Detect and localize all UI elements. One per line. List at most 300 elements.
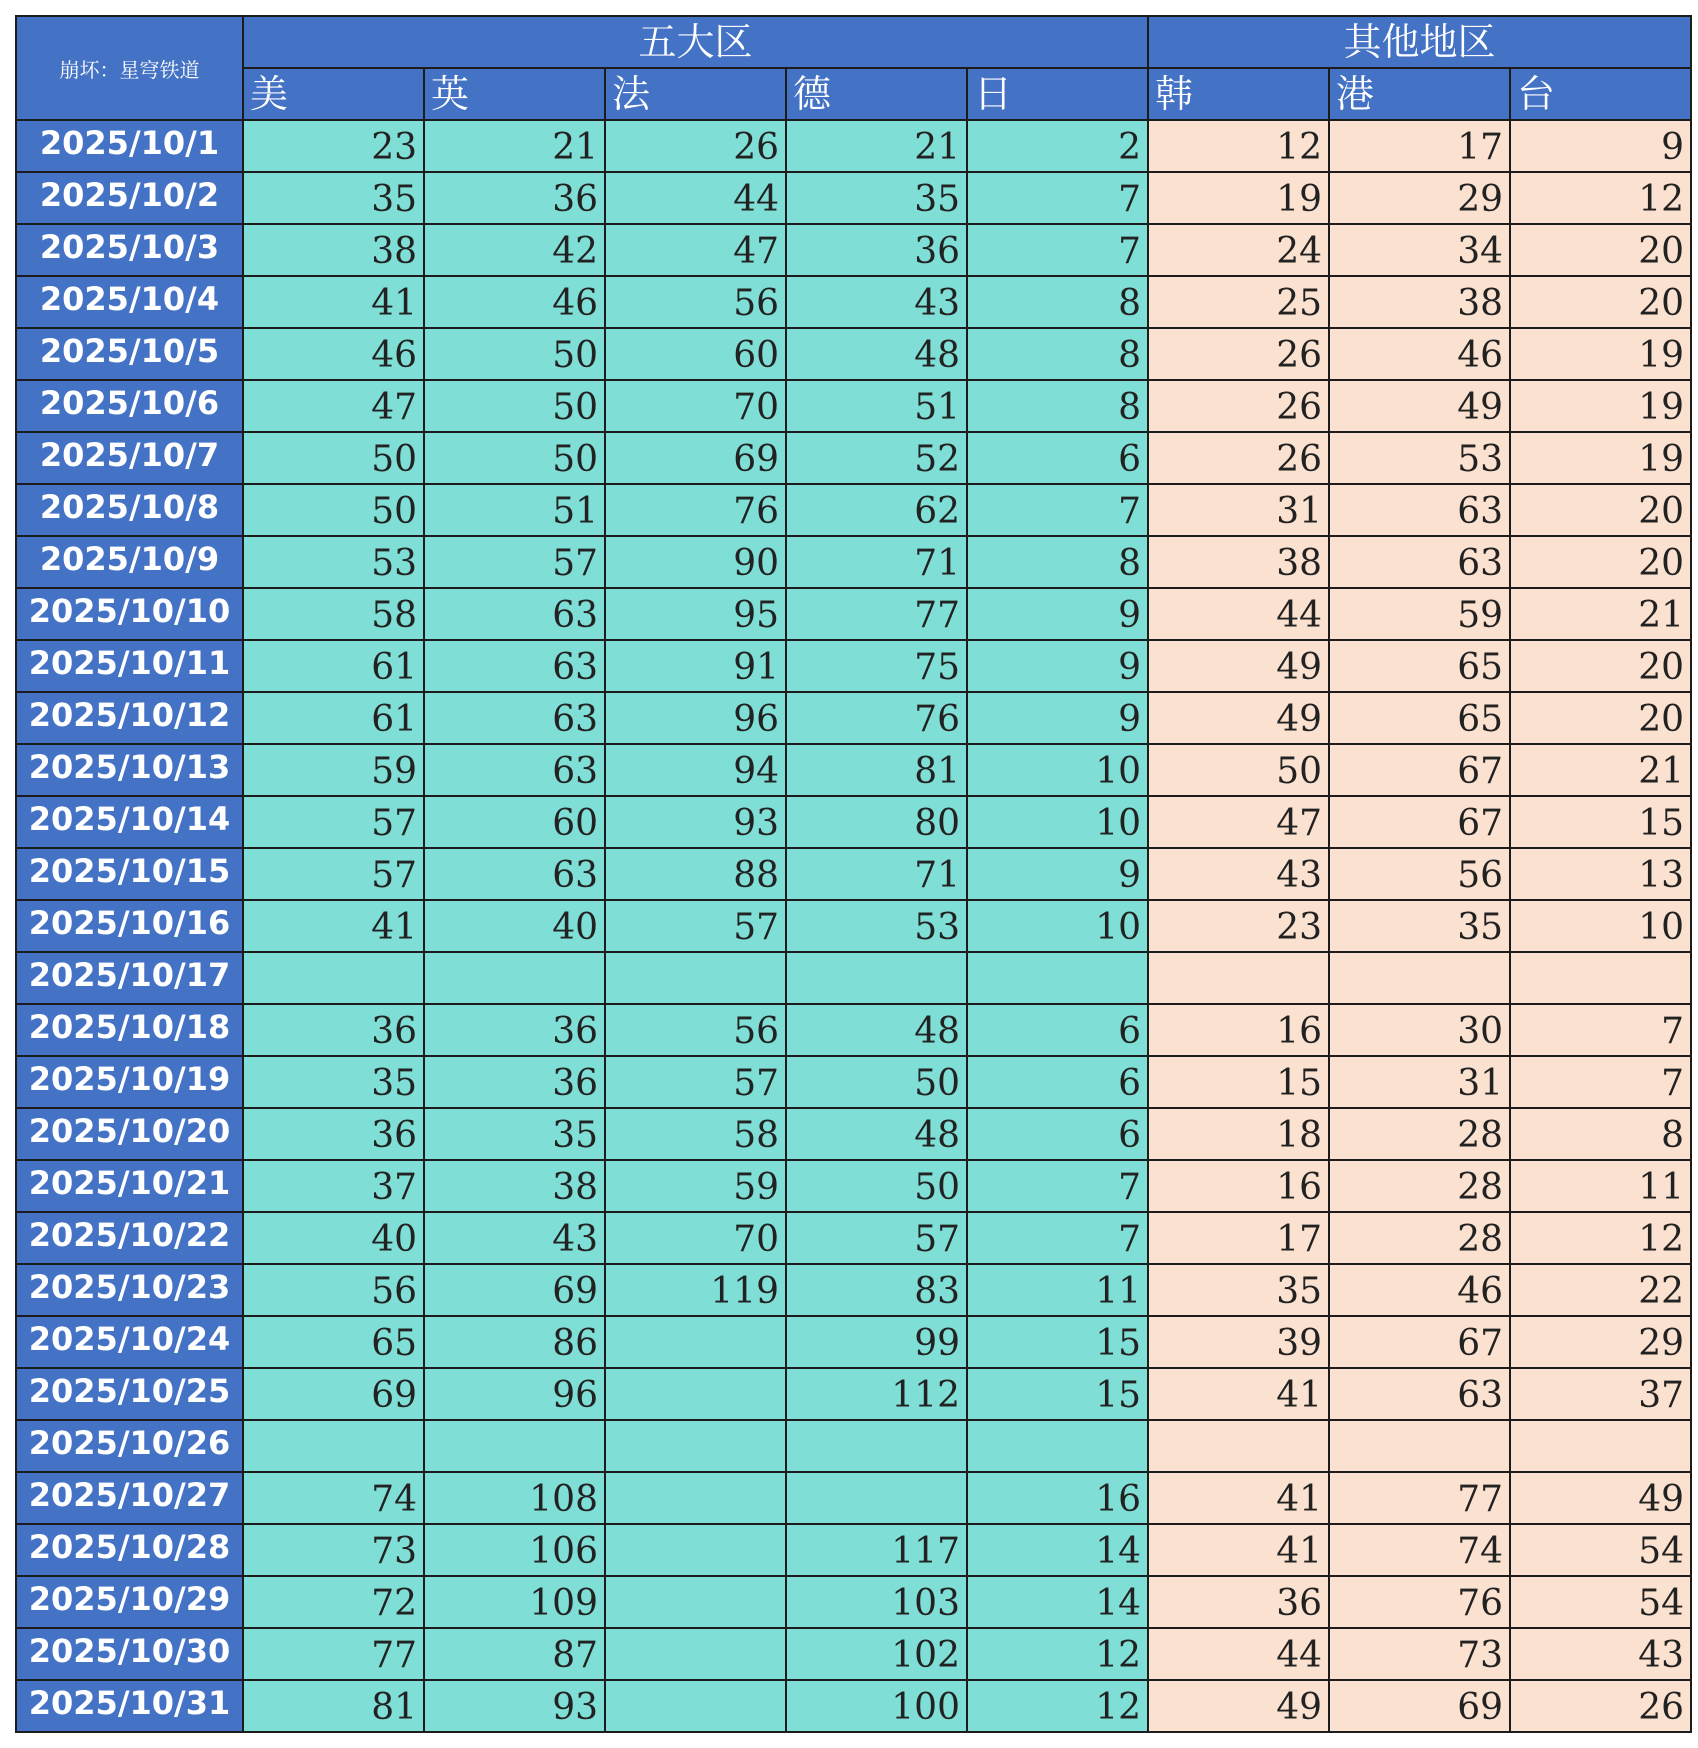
value-cell-hk[interactable]: 76: [1329, 1576, 1510, 1628]
table-row: [16, 796, 1691, 848]
date-cell[interactable]: 2025/10/6: [16, 380, 243, 432]
value-cell-kr[interactable]: 25: [1148, 276, 1329, 328]
value-cell-fr[interactable]: 119: [605, 1264, 786, 1316]
value-cell-de[interactable]: 50: [786, 1056, 967, 1108]
value-cell-uk[interactable]: 87: [424, 1628, 605, 1680]
value-cell-jp[interactable]: 14: [967, 1524, 1148, 1576]
value-cell-de[interactable]: 52: [786, 432, 967, 484]
value-cell-fr[interactable]: 56: [605, 276, 786, 328]
value-cell-kr[interactable]: 38: [1148, 536, 1329, 588]
table-row: [16, 1368, 1691, 1420]
value-cell-hk[interactable]: 63: [1329, 1368, 1510, 1420]
region-header-jp[interactable]: 日: [967, 68, 1148, 120]
value-cell-hk[interactable]: 56: [1329, 848, 1510, 900]
value-cell-tw[interactable]: [1510, 1420, 1691, 1472]
value-cell-hk[interactable]: 28: [1329, 1160, 1510, 1212]
value-cell-us[interactable]: 56: [243, 1264, 424, 1316]
value-cell-uk[interactable]: 51: [424, 484, 605, 536]
value-cell-jp[interactable]: 6: [967, 1004, 1148, 1056]
value-cell-jp[interactable]: 16: [967, 1472, 1148, 1524]
value-cell-us[interactable]: 57: [243, 796, 424, 848]
region-header-us[interactable]: 美: [243, 68, 424, 120]
value-cell-tw[interactable]: 10: [1510, 900, 1691, 952]
value-cell-jp[interactable]: 15: [967, 1316, 1148, 1368]
value-cell-kr[interactable]: 44: [1148, 1628, 1329, 1680]
value-cell-uk[interactable]: 86: [424, 1316, 605, 1368]
value-cell-jp[interactable]: 14: [967, 1576, 1148, 1628]
value-cell-jp[interactable]: 6: [967, 432, 1148, 484]
date-cell[interactable]: 2025/10/9: [16, 536, 243, 588]
value-cell-de[interactable]: 36: [786, 224, 967, 276]
value-cell-kr[interactable]: 12: [1148, 120, 1329, 172]
value-cell-tw[interactable]: 20: [1510, 536, 1691, 588]
value-cell-jp[interactable]: 12: [967, 1628, 1148, 1680]
value-cell-de[interactable]: 50: [786, 1160, 967, 1212]
value-cell-uk[interactable]: 40: [424, 900, 605, 952]
value-cell-de[interactable]: 80: [786, 796, 967, 848]
value-cell-kr[interactable]: 26: [1148, 380, 1329, 432]
value-cell-jp[interactable]: 9: [967, 640, 1148, 692]
value-cell-fr[interactable]: [605, 1628, 786, 1680]
value-cell-fr[interactable]: [605, 1316, 786, 1368]
value-cell-kr[interactable]: 26: [1148, 432, 1329, 484]
value-cell-uk[interactable]: 109: [424, 1576, 605, 1628]
date-cell[interactable]: 2025/10/10: [16, 588, 243, 640]
date-cell[interactable]: 2025/10/21: [16, 1160, 243, 1212]
value-cell-jp[interactable]: 7: [967, 1160, 1148, 1212]
date-cell[interactable]: 2025/10/23: [16, 1264, 243, 1316]
value-cell-de[interactable]: 99: [786, 1316, 967, 1368]
value-cell-tw[interactable]: 43: [1510, 1628, 1691, 1680]
value-cell-us[interactable]: [243, 1420, 424, 1472]
value-cell-kr[interactable]: 18: [1148, 1108, 1329, 1160]
date-cell[interactable]: 2025/10/26: [16, 1420, 243, 1472]
value-cell-uk[interactable]: 63: [424, 692, 605, 744]
value-cell-us[interactable]: 40: [243, 1212, 424, 1264]
value-cell-jp[interactable]: 10: [967, 744, 1148, 796]
value-cell-hk[interactable]: 28: [1329, 1108, 1510, 1160]
region-header-fr[interactable]: 法: [605, 68, 786, 120]
value-cell-hk[interactable]: 35: [1329, 900, 1510, 952]
value-cell-us[interactable]: 69: [243, 1368, 424, 1420]
value-cell-uk[interactable]: 93: [424, 1680, 605, 1732]
date-cell[interactable]: 2025/10/8: [16, 484, 243, 536]
value-cell-us[interactable]: 61: [243, 692, 424, 744]
value-cell-us[interactable]: 77: [243, 1628, 424, 1680]
value-cell-hk[interactable]: [1329, 952, 1510, 1004]
value-cell-jp[interactable]: 8: [967, 380, 1148, 432]
value-cell-tw[interactable]: 54: [1510, 1524, 1691, 1576]
value-cell-kr[interactable]: 47: [1148, 796, 1329, 848]
value-cell-hk[interactable]: 63: [1329, 536, 1510, 588]
value-cell-uk[interactable]: 50: [424, 328, 605, 380]
value-cell-de[interactable]: [786, 1420, 967, 1472]
value-cell-hk[interactable]: 17: [1329, 120, 1510, 172]
value-cell-de[interactable]: 71: [786, 536, 967, 588]
value-cell-us[interactable]: 36: [243, 1004, 424, 1056]
date-cell[interactable]: 2025/10/1: [16, 120, 243, 172]
value-cell-fr[interactable]: 91: [605, 640, 786, 692]
value-cell-uk[interactable]: [424, 952, 605, 1004]
value-cell-uk[interactable]: [424, 1420, 605, 1472]
value-cell-tw[interactable]: 29: [1510, 1316, 1691, 1368]
value-cell-de[interactable]: 103: [786, 1576, 967, 1628]
value-cell-hk[interactable]: [1329, 1420, 1510, 1472]
value-cell-fr[interactable]: [605, 1420, 786, 1472]
date-cell[interactable]: 2025/10/30: [16, 1628, 243, 1680]
value-cell-tw[interactable]: 21: [1510, 744, 1691, 796]
value-cell-fr[interactable]: 70: [605, 380, 786, 432]
value-cell-jp[interactable]: 2: [967, 120, 1148, 172]
value-cell-de[interactable]: 48: [786, 1004, 967, 1056]
group-header-five-regions[interactable]: 五大区: [243, 16, 1148, 68]
value-cell-uk[interactable]: 50: [424, 380, 605, 432]
value-cell-de[interactable]: 71: [786, 848, 967, 900]
value-cell-jp[interactable]: 7: [967, 224, 1148, 276]
value-cell-tw[interactable]: 19: [1510, 328, 1691, 380]
value-cell-jp[interactable]: [967, 1420, 1148, 1472]
value-cell-tw[interactable]: 13: [1510, 848, 1691, 900]
value-cell-fr[interactable]: 90: [605, 536, 786, 588]
value-cell-us[interactable]: 59: [243, 744, 424, 796]
value-cell-hk[interactable]: 73: [1329, 1628, 1510, 1680]
value-cell-jp[interactable]: 8: [967, 276, 1148, 328]
value-cell-tw[interactable]: 20: [1510, 692, 1691, 744]
value-cell-kr[interactable]: 19: [1148, 172, 1329, 224]
value-cell-us[interactable]: 36: [243, 1108, 424, 1160]
value-cell-tw[interactable]: 11: [1510, 1160, 1691, 1212]
value-cell-hk[interactable]: 63: [1329, 484, 1510, 536]
date-cell[interactable]: 2025/10/22: [16, 1212, 243, 1264]
value-cell-hk[interactable]: 31: [1329, 1056, 1510, 1108]
value-cell-uk[interactable]: 63: [424, 744, 605, 796]
value-cell-fr[interactable]: [605, 1368, 786, 1420]
table-title[interactable]: 崩坏：星穹铁道: [16, 16, 243, 120]
value-cell-fr[interactable]: 58: [605, 1108, 786, 1160]
value-cell-us[interactable]: 53: [243, 536, 424, 588]
value-cell-kr[interactable]: 41: [1148, 1524, 1329, 1576]
value-cell-kr[interactable]: 16: [1148, 1160, 1329, 1212]
value-cell-us[interactable]: 23: [243, 120, 424, 172]
value-cell-tw[interactable]: 20: [1510, 224, 1691, 276]
value-cell-jp[interactable]: 15: [967, 1368, 1148, 1420]
region-header-uk[interactable]: 英: [424, 68, 605, 120]
value-cell-fr[interactable]: 94: [605, 744, 786, 796]
value-cell-fr[interactable]: 59: [605, 1160, 786, 1212]
value-cell-fr[interactable]: [605, 1472, 786, 1524]
date-cell[interactable]: 2025/10/15: [16, 848, 243, 900]
value-cell-kr[interactable]: 31: [1148, 484, 1329, 536]
value-cell-jp[interactable]: 9: [967, 692, 1148, 744]
date-cell[interactable]: 2025/10/5: [16, 328, 243, 380]
value-cell-hk[interactable]: 46: [1329, 328, 1510, 380]
value-cell-uk[interactable]: 46: [424, 276, 605, 328]
value-cell-jp[interactable]: 6: [967, 1108, 1148, 1160]
value-cell-uk[interactable]: 108: [424, 1472, 605, 1524]
value-cell-kr[interactable]: 17: [1148, 1212, 1329, 1264]
value-cell-de[interactable]: 21: [786, 120, 967, 172]
value-cell-de[interactable]: 43: [786, 276, 967, 328]
value-cell-fr[interactable]: 69: [605, 432, 786, 484]
value-cell-uk[interactable]: 35: [424, 1108, 605, 1160]
value-cell-us[interactable]: 74: [243, 1472, 424, 1524]
value-cell-jp[interactable]: 8: [967, 536, 1148, 588]
value-cell-tw[interactable]: 21: [1510, 588, 1691, 640]
value-cell-kr[interactable]: 35: [1148, 1264, 1329, 1316]
value-cell-fr[interactable]: [605, 1680, 786, 1732]
value-cell-de[interactable]: 48: [786, 1108, 967, 1160]
value-cell-uk[interactable]: 21: [424, 120, 605, 172]
value-cell-us[interactable]: [243, 952, 424, 1004]
value-cell-fr[interactable]: [605, 1576, 786, 1628]
value-cell-tw[interactable]: 19: [1510, 380, 1691, 432]
value-cell-jp[interactable]: 7: [967, 484, 1148, 536]
value-cell-hk[interactable]: 59: [1329, 588, 1510, 640]
value-cell-de[interactable]: 51: [786, 380, 967, 432]
value-cell-de[interactable]: [786, 1472, 967, 1524]
date-cell[interactable]: 2025/10/20: [16, 1108, 243, 1160]
value-cell-kr[interactable]: 26: [1148, 328, 1329, 380]
date-cell[interactable]: 2025/10/3: [16, 224, 243, 276]
table-row: [16, 328, 1691, 380]
value-cell-tw[interactable]: 15: [1510, 796, 1691, 848]
value-cell-hk[interactable]: 38: [1329, 276, 1510, 328]
value-cell-uk[interactable]: 38: [424, 1160, 605, 1212]
date-cell[interactable]: 2025/10/27: [16, 1472, 243, 1524]
value-cell-us[interactable]: 72: [243, 1576, 424, 1628]
value-cell-uk[interactable]: 43: [424, 1212, 605, 1264]
value-cell-us[interactable]: 41: [243, 276, 424, 328]
value-cell-jp[interactable]: 7: [967, 172, 1148, 224]
value-cell-us[interactable]: 73: [243, 1524, 424, 1576]
value-cell-tw[interactable]: 20: [1510, 276, 1691, 328]
date-cell[interactable]: 2025/10/7: [16, 432, 243, 484]
value-cell-hk[interactable]: 65: [1329, 640, 1510, 692]
value-cell-de[interactable]: [786, 952, 967, 1004]
value-cell-tw[interactable]: 37: [1510, 1368, 1691, 1420]
value-cell-us[interactable]: 50: [243, 484, 424, 536]
value-cell-kr[interactable]: 39: [1148, 1316, 1329, 1368]
value-cell-uk[interactable]: 63: [424, 848, 605, 900]
value-cell-hk[interactable]: 77: [1329, 1472, 1510, 1524]
value-cell-uk[interactable]: 57: [424, 536, 605, 588]
value-cell-uk[interactable]: 106: [424, 1524, 605, 1576]
value-cell-kr[interactable]: 50: [1148, 744, 1329, 796]
value-cell-hk[interactable]: 49: [1329, 380, 1510, 432]
value-cell-hk[interactable]: 30: [1329, 1004, 1510, 1056]
value-cell-kr[interactable]: 41: [1148, 1368, 1329, 1420]
date-cell[interactable]: 2025/10/17: [16, 952, 243, 1004]
value-cell-uk[interactable]: 69: [424, 1264, 605, 1316]
value-cell-tw[interactable]: 26: [1510, 1680, 1691, 1732]
value-cell-tw[interactable]: 20: [1510, 640, 1691, 692]
date-cell[interactable]: 2025/10/31: [16, 1680, 243, 1732]
value-cell-us[interactable]: 81: [243, 1680, 424, 1732]
value-cell-de[interactable]: 62: [786, 484, 967, 536]
value-cell-uk[interactable]: 96: [424, 1368, 605, 1420]
value-cell-hk[interactable]: 65: [1329, 692, 1510, 744]
value-cell-de[interactable]: 77: [786, 588, 967, 640]
table-row: [16, 1524, 1691, 1576]
value-cell-uk[interactable]: 63: [424, 588, 605, 640]
value-cell-kr[interactable]: 24: [1148, 224, 1329, 276]
date-cell[interactable]: 2025/10/4: [16, 276, 243, 328]
value-cell-us[interactable]: 35: [243, 172, 424, 224]
date-cell[interactable]: 2025/10/13: [16, 744, 243, 796]
value-cell-kr[interactable]: 43: [1148, 848, 1329, 900]
value-cell-de[interactable]: 57: [786, 1212, 967, 1264]
value-cell-us[interactable]: 41: [243, 900, 424, 952]
value-cell-jp[interactable]: 10: [967, 900, 1148, 952]
value-cell-uk[interactable]: 36: [424, 1004, 605, 1056]
value-cell-de[interactable]: 83: [786, 1264, 967, 1316]
value-cell-fr[interactable]: 57: [605, 1056, 786, 1108]
date-cell[interactable]: 2025/10/25: [16, 1368, 243, 1420]
value-cell-fr[interactable]: 95: [605, 588, 786, 640]
table-row: [16, 1472, 1691, 1524]
value-cell-de[interactable]: 76: [786, 692, 967, 744]
date-cell[interactable]: 2025/10/2: [16, 172, 243, 224]
region-header-tw[interactable]: 台: [1510, 68, 1691, 120]
value-cell-jp[interactable]: 7: [967, 1212, 1148, 1264]
value-cell-kr[interactable]: 41: [1148, 1472, 1329, 1524]
value-cell-fr[interactable]: 88: [605, 848, 786, 900]
value-cell-tw[interactable]: 49: [1510, 1472, 1691, 1524]
date-cell[interactable]: 2025/10/12: [16, 692, 243, 744]
value-cell-kr[interactable]: [1148, 1420, 1329, 1472]
table-row: [16, 172, 1691, 224]
date-cell[interactable]: 2025/10/14: [16, 796, 243, 848]
value-cell-jp[interactable]: 11: [967, 1264, 1148, 1316]
value-cell-hk[interactable]: 67: [1329, 1316, 1510, 1368]
value-cell-hk[interactable]: 34: [1329, 224, 1510, 276]
value-cell-us[interactable]: 65: [243, 1316, 424, 1368]
table-row: [16, 536, 1691, 588]
value-cell-uk[interactable]: 42: [424, 224, 605, 276]
region-header-de[interactable]: 德: [786, 68, 967, 120]
value-cell-tw[interactable]: 12: [1510, 172, 1691, 224]
value-cell-jp[interactable]: 9: [967, 848, 1148, 900]
value-cell-fr[interactable]: 26: [605, 120, 786, 172]
value-cell-hk[interactable]: 53: [1329, 432, 1510, 484]
value-cell-fr[interactable]: [605, 952, 786, 1004]
value-cell-hk[interactable]: 28: [1329, 1212, 1510, 1264]
value-cell-jp[interactable]: 6: [967, 1056, 1148, 1108]
date-cell[interactable]: 2025/10/18: [16, 1004, 243, 1056]
value-cell-us[interactable]: 58: [243, 588, 424, 640]
value-cell-tw[interactable]: 7: [1510, 1004, 1691, 1056]
value-cell-jp[interactable]: 12: [967, 1680, 1148, 1732]
value-cell-tw[interactable]: 7: [1510, 1056, 1691, 1108]
value-cell-kr[interactable]: 16: [1148, 1004, 1329, 1056]
date-cell[interactable]: 2025/10/16: [16, 900, 243, 952]
value-cell-kr[interactable]: 15: [1148, 1056, 1329, 1108]
value-cell-jp[interactable]: 8: [967, 328, 1148, 380]
value-cell-tw[interactable]: 9: [1510, 120, 1691, 172]
value-cell-fr[interactable]: [605, 1524, 786, 1576]
value-cell-us[interactable]: 61: [243, 640, 424, 692]
region-header-hk[interactable]: 港: [1329, 68, 1510, 120]
value-cell-uk[interactable]: 50: [424, 432, 605, 484]
value-cell-tw[interactable]: 22: [1510, 1264, 1691, 1316]
group-header-other-regions[interactable]: 其他地区: [1148, 16, 1691, 68]
table-row: [16, 1420, 1691, 1472]
value-cell-us[interactable]: 50: [243, 432, 424, 484]
value-cell-uk[interactable]: 36: [424, 1056, 605, 1108]
value-cell-tw[interactable]: 8: [1510, 1108, 1691, 1160]
value-cell-de[interactable]: 112: [786, 1368, 967, 1420]
value-cell-kr[interactable]: 49: [1148, 1680, 1329, 1732]
value-cell-kr[interactable]: 49: [1148, 640, 1329, 692]
value-cell-tw[interactable]: 20: [1510, 484, 1691, 536]
value-cell-de[interactable]: 81: [786, 744, 967, 796]
value-cell-tw[interactable]: 12: [1510, 1212, 1691, 1264]
value-cell-de[interactable]: 102: [786, 1628, 967, 1680]
date-cell[interactable]: 2025/10/11: [16, 640, 243, 692]
value-cell-us[interactable]: 47: [243, 380, 424, 432]
value-cell-hk[interactable]: 67: [1329, 796, 1510, 848]
value-cell-tw[interactable]: [1510, 952, 1691, 1004]
value-cell-de[interactable]: 100: [786, 1680, 967, 1732]
date-cell[interactable]: 2025/10/24: [16, 1316, 243, 1368]
value-cell-de[interactable]: 75: [786, 640, 967, 692]
value-cell-kr[interactable]: 44: [1148, 588, 1329, 640]
region-header-kr[interactable]: 韩: [1148, 68, 1329, 120]
value-cell-hk[interactable]: 69: [1329, 1680, 1510, 1732]
value-cell-fr[interactable]: 96: [605, 692, 786, 744]
value-cell-fr[interactable]: 70: [605, 1212, 786, 1264]
value-cell-fr[interactable]: 44: [605, 172, 786, 224]
date-cell[interactable]: 2025/10/29: [16, 1576, 243, 1628]
value-cell-fr[interactable]: 60: [605, 328, 786, 380]
value-cell-hk[interactable]: 46: [1329, 1264, 1510, 1316]
value-cell-fr[interactable]: 56: [605, 1004, 786, 1056]
value-cell-kr[interactable]: 36: [1148, 1576, 1329, 1628]
value-cell-de[interactable]: 35: [786, 172, 967, 224]
value-cell-kr[interactable]: [1148, 952, 1329, 1004]
value-cell-fr[interactable]: 57: [605, 900, 786, 952]
value-cell-jp[interactable]: 10: [967, 796, 1148, 848]
value-cell-uk[interactable]: 36: [424, 172, 605, 224]
value-cell-jp[interactable]: [967, 952, 1148, 1004]
value-cell-uk[interactable]: 60: [424, 796, 605, 848]
value-cell-hk[interactable]: 74: [1329, 1524, 1510, 1576]
value-cell-hk[interactable]: 29: [1329, 172, 1510, 224]
value-cell-us[interactable]: 38: [243, 224, 424, 276]
value-cell-jp[interactable]: 9: [967, 588, 1148, 640]
table-row: [16, 952, 1691, 1004]
value-cell-fr[interactable]: 93: [605, 796, 786, 848]
value-cell-us[interactable]: 37: [243, 1160, 424, 1212]
value-cell-de[interactable]: 48: [786, 328, 967, 380]
value-cell-kr[interactable]: 49: [1148, 692, 1329, 744]
value-cell-de[interactable]: 53: [786, 900, 967, 952]
value-cell-tw[interactable]: 54: [1510, 1576, 1691, 1628]
value-cell-fr[interactable]: 47: [605, 224, 786, 276]
date-cell[interactable]: 2025/10/19: [16, 1056, 243, 1108]
value-cell-hk[interactable]: 67: [1329, 744, 1510, 796]
value-cell-us[interactable]: 35: [243, 1056, 424, 1108]
value-cell-de[interactable]: 117: [786, 1524, 967, 1576]
value-cell-uk[interactable]: 63: [424, 640, 605, 692]
value-cell-us[interactable]: 46: [243, 328, 424, 380]
value-cell-us[interactable]: 57: [243, 848, 424, 900]
value-cell-fr[interactable]: 76: [605, 484, 786, 536]
date-cell[interactable]: 2025/10/28: [16, 1524, 243, 1576]
value-cell-tw[interactable]: 19: [1510, 432, 1691, 484]
value-cell-kr[interactable]: 23: [1148, 900, 1329, 952]
table-row: [16, 224, 1691, 276]
